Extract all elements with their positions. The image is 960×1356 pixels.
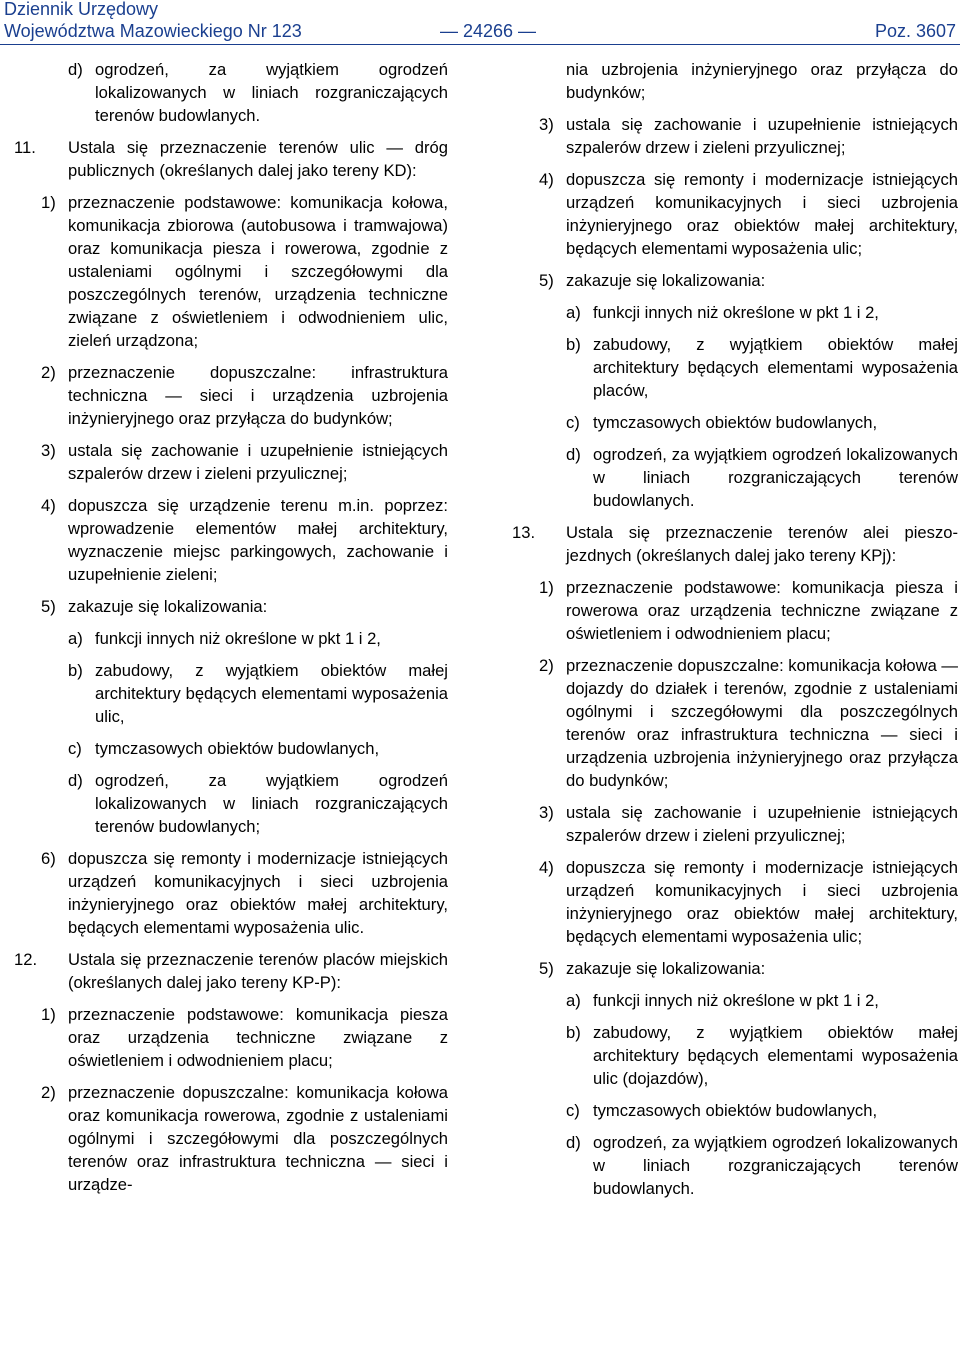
sub-item-text: ogrodzeń, za wyjątkiem ogrodzeń lokalizowanych w liniach rozgraniczających terenów budowlanych.	[593, 1133, 958, 1198]
list-item	[512, 957, 958, 980]
list-item	[14, 595, 448, 618]
sub-item-text: funkcji innych niż określone w pkt 1 i 2,	[95, 629, 381, 648]
sub-item	[14, 769, 448, 838]
section-number: 12.	[14, 950, 38, 969]
item-text: dopuszcza się urządzenie terenu m.in. poprzez: wprowadzenie elementów małej architektury, wyznaczenie miejsc parkingowych, zachowanie i uzupełnienie zieleni;	[68, 496, 448, 584]
sub-item-text: tymczasowych obiektów budowlanych,	[95, 739, 380, 758]
item-text: zakazuje się lokalizowania:	[68, 597, 268, 616]
item-text: dopuszcza się remonty i modernizacje istniejących urządzeń komunikacyjnych i sieci uzbrojenia inżynieryjnego oraz obiektów małej architektury, będących elementami wyposażenia ulic;	[566, 170, 958, 258]
list-item	[14, 847, 448, 939]
sub-item-letter: d)	[566, 1133, 581, 1152]
section-intro: Ustala się przeznaczenie terenów ulic — dróg publicznych (określanych dalej jako tereny KD):	[68, 138, 448, 180]
sub-item-letter: b)	[566, 335, 581, 354]
section-number: 11.	[14, 138, 36, 157]
item-text: ogrodzeń, za wyjątkiem ogrodzeń lokalizowanych w liniach rozgraniczających terenów budowlanych.	[95, 60, 448, 125]
sub-item-text: tymczasowych obiektów budowlanych,	[593, 413, 878, 432]
page-header	[0, 0, 960, 46]
item-text: zakazuje się lokalizowania:	[566, 959, 766, 978]
list-item	[512, 269, 958, 292]
list-item	[512, 168, 958, 260]
sub-item	[512, 989, 958, 1012]
list-item	[14, 494, 448, 586]
page-number: — 24266 —	[440, 21, 537, 41]
voivodeship-issue: Województwa Mazowieckiego Nr 123	[4, 21, 302, 41]
list-item	[512, 801, 958, 847]
item-number: 2)	[539, 656, 554, 675]
sub-item	[14, 737, 448, 760]
item-number: 4)	[539, 170, 554, 189]
section-13	[512, 521, 958, 567]
item-number: 6)	[41, 849, 56, 868]
item-text: ustala się zachowanie i uzupełnienie istniejących szpalerów drzew i zieleni przyulicznej;	[68, 441, 448, 483]
item-text: przeznaczenie dopuszczalne: komunikacja kołowa — dojazdy do działek i terenów, zgodnie z ustaleniami ogólnymi i szczegółowymi dla poszczególnych terenów oraz infrastruktura techniczna — sieci i urządzenia uzbrojenia inżynieryjnego oraz przyłącza do budynków;	[566, 656, 959, 790]
item-number: 1)	[41, 193, 56, 212]
position-number: Poz. 3607	[874, 21, 956, 41]
item-number: 5)	[539, 271, 554, 290]
section-intro: Ustala się przeznaczenie terenów alei pieszo-jezdnych (określanych dalej jako tereny KPj):	[566, 523, 958, 565]
list-item	[14, 439, 448, 485]
item-text: ustala się zachowanie i uzupełnienie istniejących szpalerów drzew i zieleni przyulicznej;	[566, 115, 958, 157]
item-number: 1)	[539, 578, 554, 597]
sub-item	[512, 333, 958, 402]
sub-item-text: zabudowy, z wyjątkiem obiektów małej architektury będących elementami wyposażenia placów,	[593, 335, 958, 400]
sub-item-text: ogrodzeń, za wyjątkiem ogrodzeń lokalizowanych w liniach rozgraniczających terenów budowlanych.	[593, 445, 958, 510]
item-text: ustala się zachowanie i uzupełnienie istniejących szpalerów drzew i zieleni przyulicznej;	[566, 803, 958, 845]
item-number: 3)	[539, 803, 554, 822]
item-number: 2)	[41, 363, 56, 382]
item-number: 3)	[539, 115, 554, 134]
sub-item-text: zabudowy, z wyjątkiem obiektów małej architektury będących elementami wyposażenia ulic (dojazdów),	[593, 1023, 958, 1088]
item-number: 4)	[41, 496, 56, 515]
sub-item-letter: d)	[68, 771, 83, 790]
section-number: 13.	[512, 523, 536, 542]
sub-item-text: funkcji innych niż określone w pkt 1 i 2,	[593, 991, 879, 1010]
list-item	[14, 1081, 448, 1196]
sub-item-letter: a)	[566, 991, 581, 1010]
item-number: 4)	[539, 858, 554, 877]
item-text: zakazuje się lokalizowania:	[566, 271, 766, 290]
sub-item-text: zabudowy, z wyjątkiem obiektów małej architektury będących elementami wyposażenia ulic,	[95, 661, 448, 726]
item-number: 2)	[41, 1083, 56, 1102]
list-item	[14, 58, 448, 127]
list-item	[14, 1003, 448, 1072]
list-item	[512, 856, 958, 948]
sub-item-letter: d)	[566, 445, 581, 464]
left-column	[14, 58, 448, 1205]
item-text: przeznaczenie dopuszczalne: infrastruktura techniczna — sieci i urządzenia uzbrojenia inżynieryjnego oraz przyłącza do budynków;	[68, 363, 448, 428]
item-text: przeznaczenie podstawowe: komunikacja piesza i rowerowa oraz urządzenia techniczne związane z oświetleniem i odwodnieniem placu;	[566, 578, 958, 643]
list-item	[512, 576, 958, 645]
sub-item-letter: c)	[566, 1101, 580, 1120]
item-text: przeznaczenie podstawowe: komunikacja kołowa, komunikacja zbiorowa (autobusowa i tramwajowa) oraz komunikacja piesza i rowerowa, zgodnie z ustaleniami ogólnymi i szczegółowymi dla poszczególnych terenów, urządzenia techniczne związane z oświetleniem i odwodnieniem ulic, zieleń urządzona;	[68, 193, 448, 350]
list-item	[14, 361, 448, 430]
item-number: 3)	[41, 441, 56, 460]
list-item	[14, 191, 448, 352]
continued-text: nia uzbrojenia inżynieryjnego oraz przyłącza do budynków;	[566, 60, 958, 102]
right-column	[512, 58, 958, 1209]
sub-item	[512, 1099, 958, 1122]
sub-item-text: funkcji innych niż określone w pkt 1 i 2,	[593, 303, 879, 322]
list-item	[512, 654, 958, 792]
sub-item-text: tymczasowych obiektów budowlanych,	[593, 1101, 878, 1120]
sub-item	[14, 659, 448, 728]
section-intro: Ustala się przeznaczenie terenów placów miejskich (określanych dalej jako tereny KP-P):	[68, 950, 448, 992]
sub-item-letter: b)	[566, 1023, 581, 1042]
sub-item	[14, 627, 448, 650]
sub-item-text: ogrodzeń, za wyjątkiem ogrodzeń lokalizowanych w liniach rozgraniczających terenów budowlanych;	[95, 771, 448, 836]
item-text: przeznaczenie podstawowe: komunikacja piesza oraz urządzenia techniczne związane z oświetleniem i odwodnieniem placu;	[68, 1005, 448, 1070]
sub-item-letter: c)	[566, 413, 580, 432]
header-divider	[0, 44, 960, 45]
item-number: d)	[68, 60, 83, 79]
sub-item-letter: c)	[68, 739, 82, 758]
item-text: przeznaczenie dopuszczalne: komunikacja kołowa oraz komunikacja rowerowa, zgodnie z ustaleniami ogólnymi i szczegółowymi dla poszczególnych terenów oraz infrastruktura techniczna — sieci i urządze-	[68, 1083, 448, 1194]
item-number: 5)	[41, 597, 56, 616]
journal-title: Dziennik Urzędowy	[4, 0, 159, 19]
sub-item	[512, 1021, 958, 1090]
sub-item-letter: a)	[566, 303, 581, 322]
list-item	[512, 113, 958, 159]
item-text: dopuszcza się remonty i modernizacje istniejących urządzeń komunikacyjnych i sieci uzbrojenia inżynieryjnego oraz obiektów małej architektury, będących elementami wyposażenia ulic.	[68, 849, 448, 937]
item-number: 5)	[539, 959, 554, 978]
item-text: dopuszcza się remonty i modernizacje istniejących urządzeń komunikacyjnych i sieci uzbrojenia inżynieryjnego oraz obiektów małej architektury, będących elementami wyposażenia ulic;	[566, 858, 958, 946]
sub-item-letter: b)	[68, 661, 83, 680]
sub-item	[512, 443, 958, 512]
sub-item	[512, 411, 958, 434]
item-number: 1)	[41, 1005, 56, 1024]
section-12	[14, 948, 448, 994]
section-11	[14, 136, 448, 182]
sub-item-letter: a)	[68, 629, 83, 648]
sub-item	[512, 1131, 958, 1200]
sub-item	[512, 301, 958, 324]
